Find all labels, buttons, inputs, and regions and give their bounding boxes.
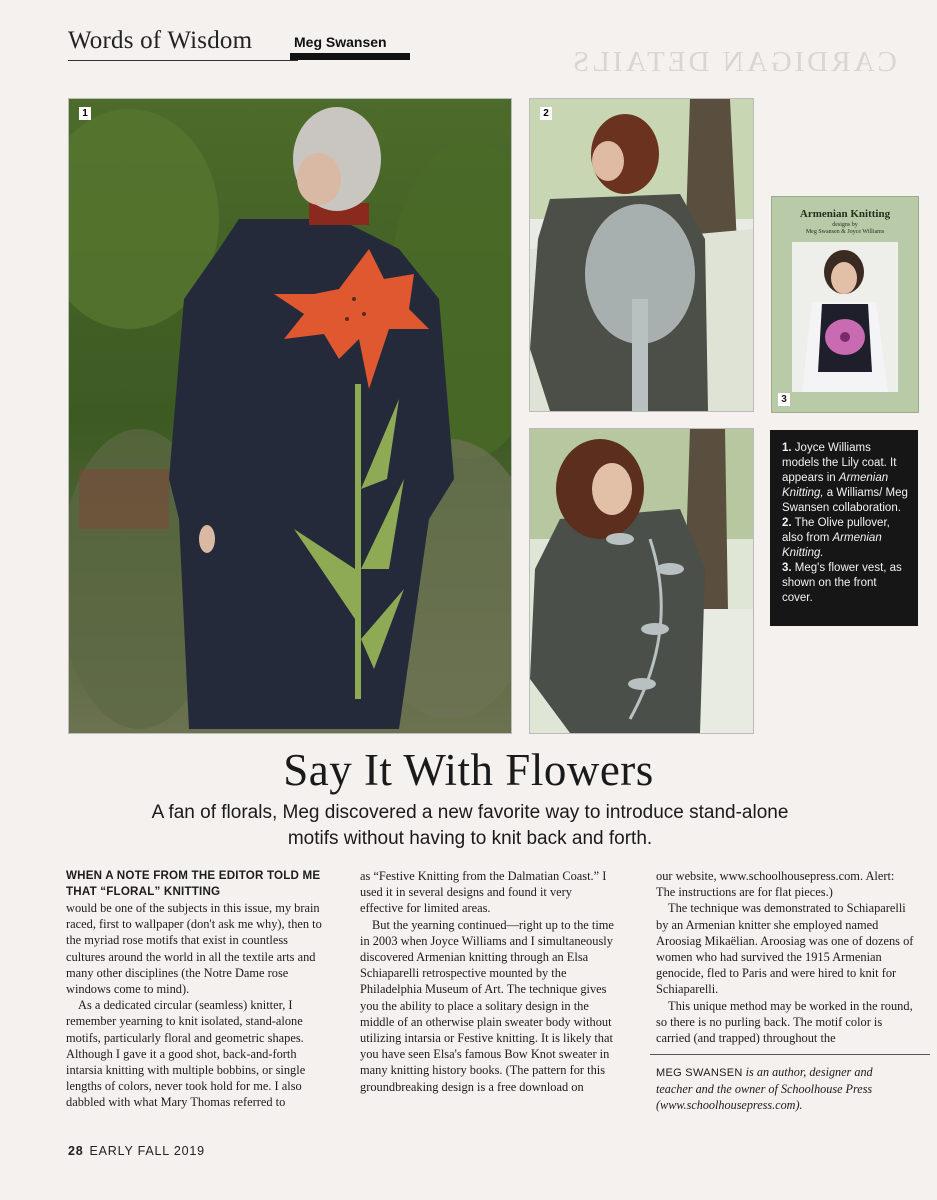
author-tag: Meg Swansen: [290, 34, 410, 60]
article-deck: A fan of florals, Meg discovered a new favorite way to introduce stand-alone motifs without having to knit back and forth.: [151, 802, 789, 849]
photo-caption: 1. Joyce Williams models the Lily coat. It appears in Armenian Knitting, a Williams/ Meg Swansen collaboration. 2. The Olive pullover, also from Armenian Knitting. 3. Meg's flower vest, as shown on the front cover.: [770, 430, 918, 626]
paragraph: as “Festive Knitting from the Dalmatian Coast.” I used it in several designs and found it very effective for limited areas.: [360, 869, 607, 916]
page-footer: [68, 1144, 205, 1158]
body-column-2: [360, 868, 616, 1095]
paragraph: our website, www.schoolhousepress.com. Alert: The instructions are for flat pieces.): [656, 869, 895, 900]
bio-text: is an author, designer and teacher and the owner of Schoolhouse Press (www.schoolhousepress.com).: [656, 1065, 873, 1112]
paragraph: would be one of the subjects in this issue, my brain raced, first to wallpaper (don't ask me why), then to the myriad rose motifs that exist in countless cultures around the world in all the textile arts and many other disciplines (the Notre Dame rose windows come to mind).: [66, 901, 322, 997]
book-title: Armenian Knitting: [799, 208, 891, 220]
article-headline: Say It With Flowers: [283, 745, 654, 795]
photo-number-badge: 2: [540, 107, 552, 120]
page-number: 28: [68, 1144, 84, 1158]
book-cover-photo: [792, 242, 898, 392]
paragraph: But the yearning continued—right up to the time in 2003 when Joyce Williams and I simultaneously discovered Armenian knitting through an Elsa Schiaparelli retrospective mounted by the Philadelphia Museum of Art. The technique gives you the ability to place a solitary design in the middle of an otherwise plain sweater body without utilizing intarsia or Festive knitting. It is likely that you have seen Elsa's famous Bow Knot sweater in many knitting history books. (The pattern for this groundbreaking design is a free download on: [360, 917, 614, 1094]
photo-olive-pullover-back: [529, 98, 754, 412]
header-rule: [68, 60, 298, 61]
photo-number-badge: 3: [778, 393, 790, 406]
author-bio: [656, 1064, 912, 1113]
lead-in: WHEN A NOTE FROM THE EDITOR TOLD ME THAT “FLORAL” KNITTING: [66, 869, 321, 898]
book-subtitle: designs by Meg Swansen & Joyce Williams: [805, 222, 885, 235]
photo-number-badge: 1: [79, 107, 91, 120]
body-column-1: [66, 868, 322, 1111]
paragraph: This unique method may be worked in the round, so there is no purling back. The motif color is carried (and trapped) throughout the: [656, 998, 913, 1046]
book-cover-armenian-knitting: [771, 196, 919, 413]
body-column-3: [656, 868, 916, 1046]
paragraph: As a dedicated circular (seamless) knitter, I remember yearning to knit isolated, stand-alone motifs, particularly floral and geometric shapes. Although I gave it a good shot, back-and-forth intarsia knitting with multiple bobbins, or single lengths of colors, never took hold for me. I also dabbled with what Mary Thomas referred to: [66, 998, 306, 1110]
section-title: Words of Wisdom: [68, 27, 253, 54]
bio-divider: [650, 1054, 930, 1055]
photo-lily-coat: [68, 98, 512, 734]
photo-olive-pullover-front: [529, 428, 754, 734]
issue-name: EARLY FALL 2019: [89, 1144, 205, 1158]
background-ghost-heading: CARDIGAN DETAILS: [570, 46, 897, 78]
paragraph: The technique was demonstrated to Schiaparelli by an Armenian knitter she employed named Aroosiag Mikaëlian. Aroosiag was one of dozens of women who had survived the 1915 Armenian genocide, fled to Paris and were hired to knit for Schiaparelli.: [656, 901, 914, 997]
bio-name: MEG SWANSEN: [656, 1067, 743, 1079]
